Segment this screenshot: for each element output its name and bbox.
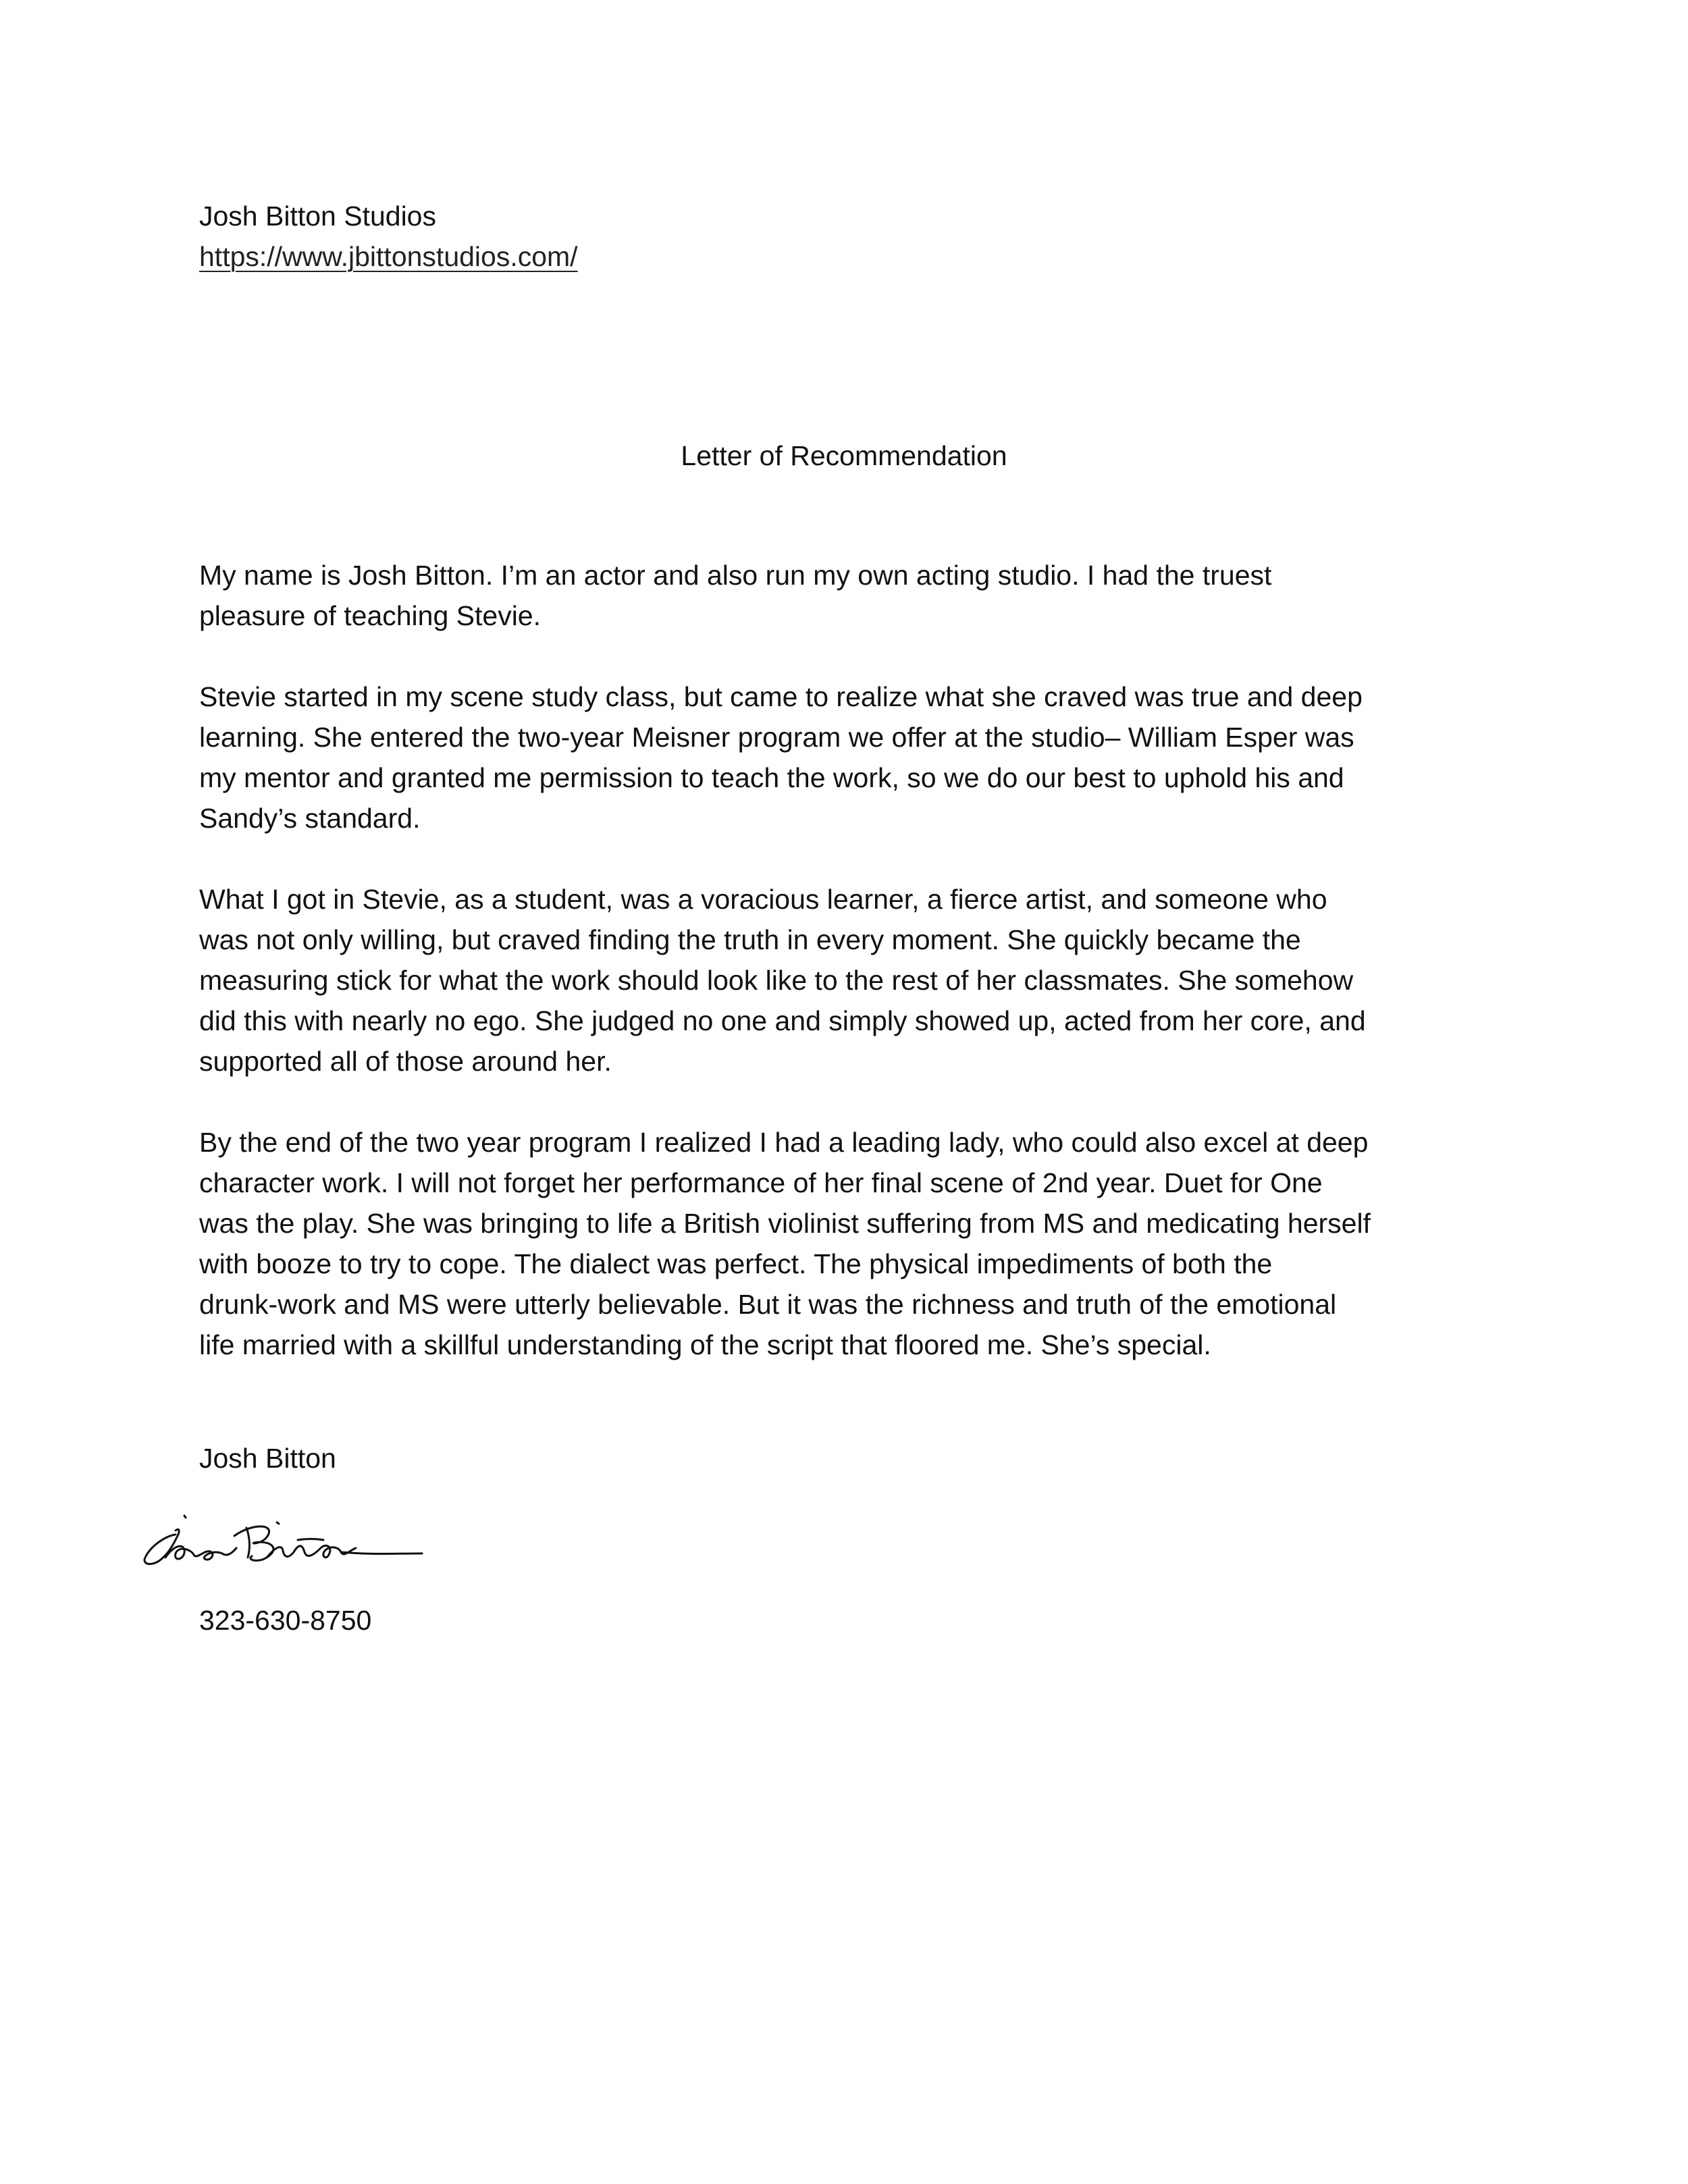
paragraph-student <box>199 879 1523 1082</box>
body-line: drunk-work and MS were utterly believable. But it was the richness and truth of the emotional <box>199 1289 1337 1320</box>
body-line: What I got in Stevie, as a student, was a voracious learner, a fierce artist, and someone who <box>199 884 1327 915</box>
body-line: measuring stick for what the work should look like to the rest of her classmates. She somehow <box>199 965 1354 996</box>
website-link[interactable]: https://www.jbittonstudios.com/ <box>199 241 578 272</box>
body-line: was not only willing, but craved finding the truth in every moment. She quickly became the <box>199 924 1301 955</box>
body-line: By the end of the two year program I realized I had a leading lady, who could also excel at deep <box>199 1127 1369 1158</box>
org-name: Josh Bitton Studios <box>199 201 436 232</box>
paragraph-program <box>199 676 1523 838</box>
body-line: character work. I will not forget her performance of her final scene of 2nd year. Duet for One <box>199 1167 1323 1198</box>
body-line: life married with a skillful understanding of the script that floored me. She’s special. <box>199 1329 1211 1360</box>
body-line: Stevie started in my scene study class, but came to realize what she craved was true and deep <box>199 681 1363 712</box>
body-line: did this with nearly no ego. She judged no one and simply showed up, acted from her core, and <box>199 1005 1366 1036</box>
paragraph-intro <box>199 555 1523 636</box>
body-line: supported all of those around her. <box>199 1046 612 1077</box>
body-line: with booze to try to cope. The dialect was perfect. The physical impediments of both the <box>199 1248 1273 1279</box>
paragraph-performance <box>199 1122 1523 1365</box>
body-line: pleasure of teaching Stevie. <box>199 600 541 631</box>
letter-title: Letter of Recommendation <box>681 440 1007 471</box>
body-line: My name is Josh Bitton. I’m an actor and also run my own acting studio. I had the truest <box>199 560 1272 591</box>
body-line: learning. She entered the two-year Meisner program we offer at the studio– William Esper was <box>199 722 1354 753</box>
signature-icon <box>138 1495 456 1583</box>
body-line: Sandy’s standard. <box>199 803 421 834</box>
letter-body <box>199 555 1523 1406</box>
body-line: my mentor and granted me permission to teach the work, so we do our best to uphold his and <box>199 762 1344 793</box>
signer-name: Josh Bitton <box>199 1443 336 1474</box>
body-line: was the play. She was bringing to life a British violinist suffering from MS and medicating herself <box>199 1208 1371 1239</box>
phone-number: 323-630-8750 <box>199 1605 372 1636</box>
